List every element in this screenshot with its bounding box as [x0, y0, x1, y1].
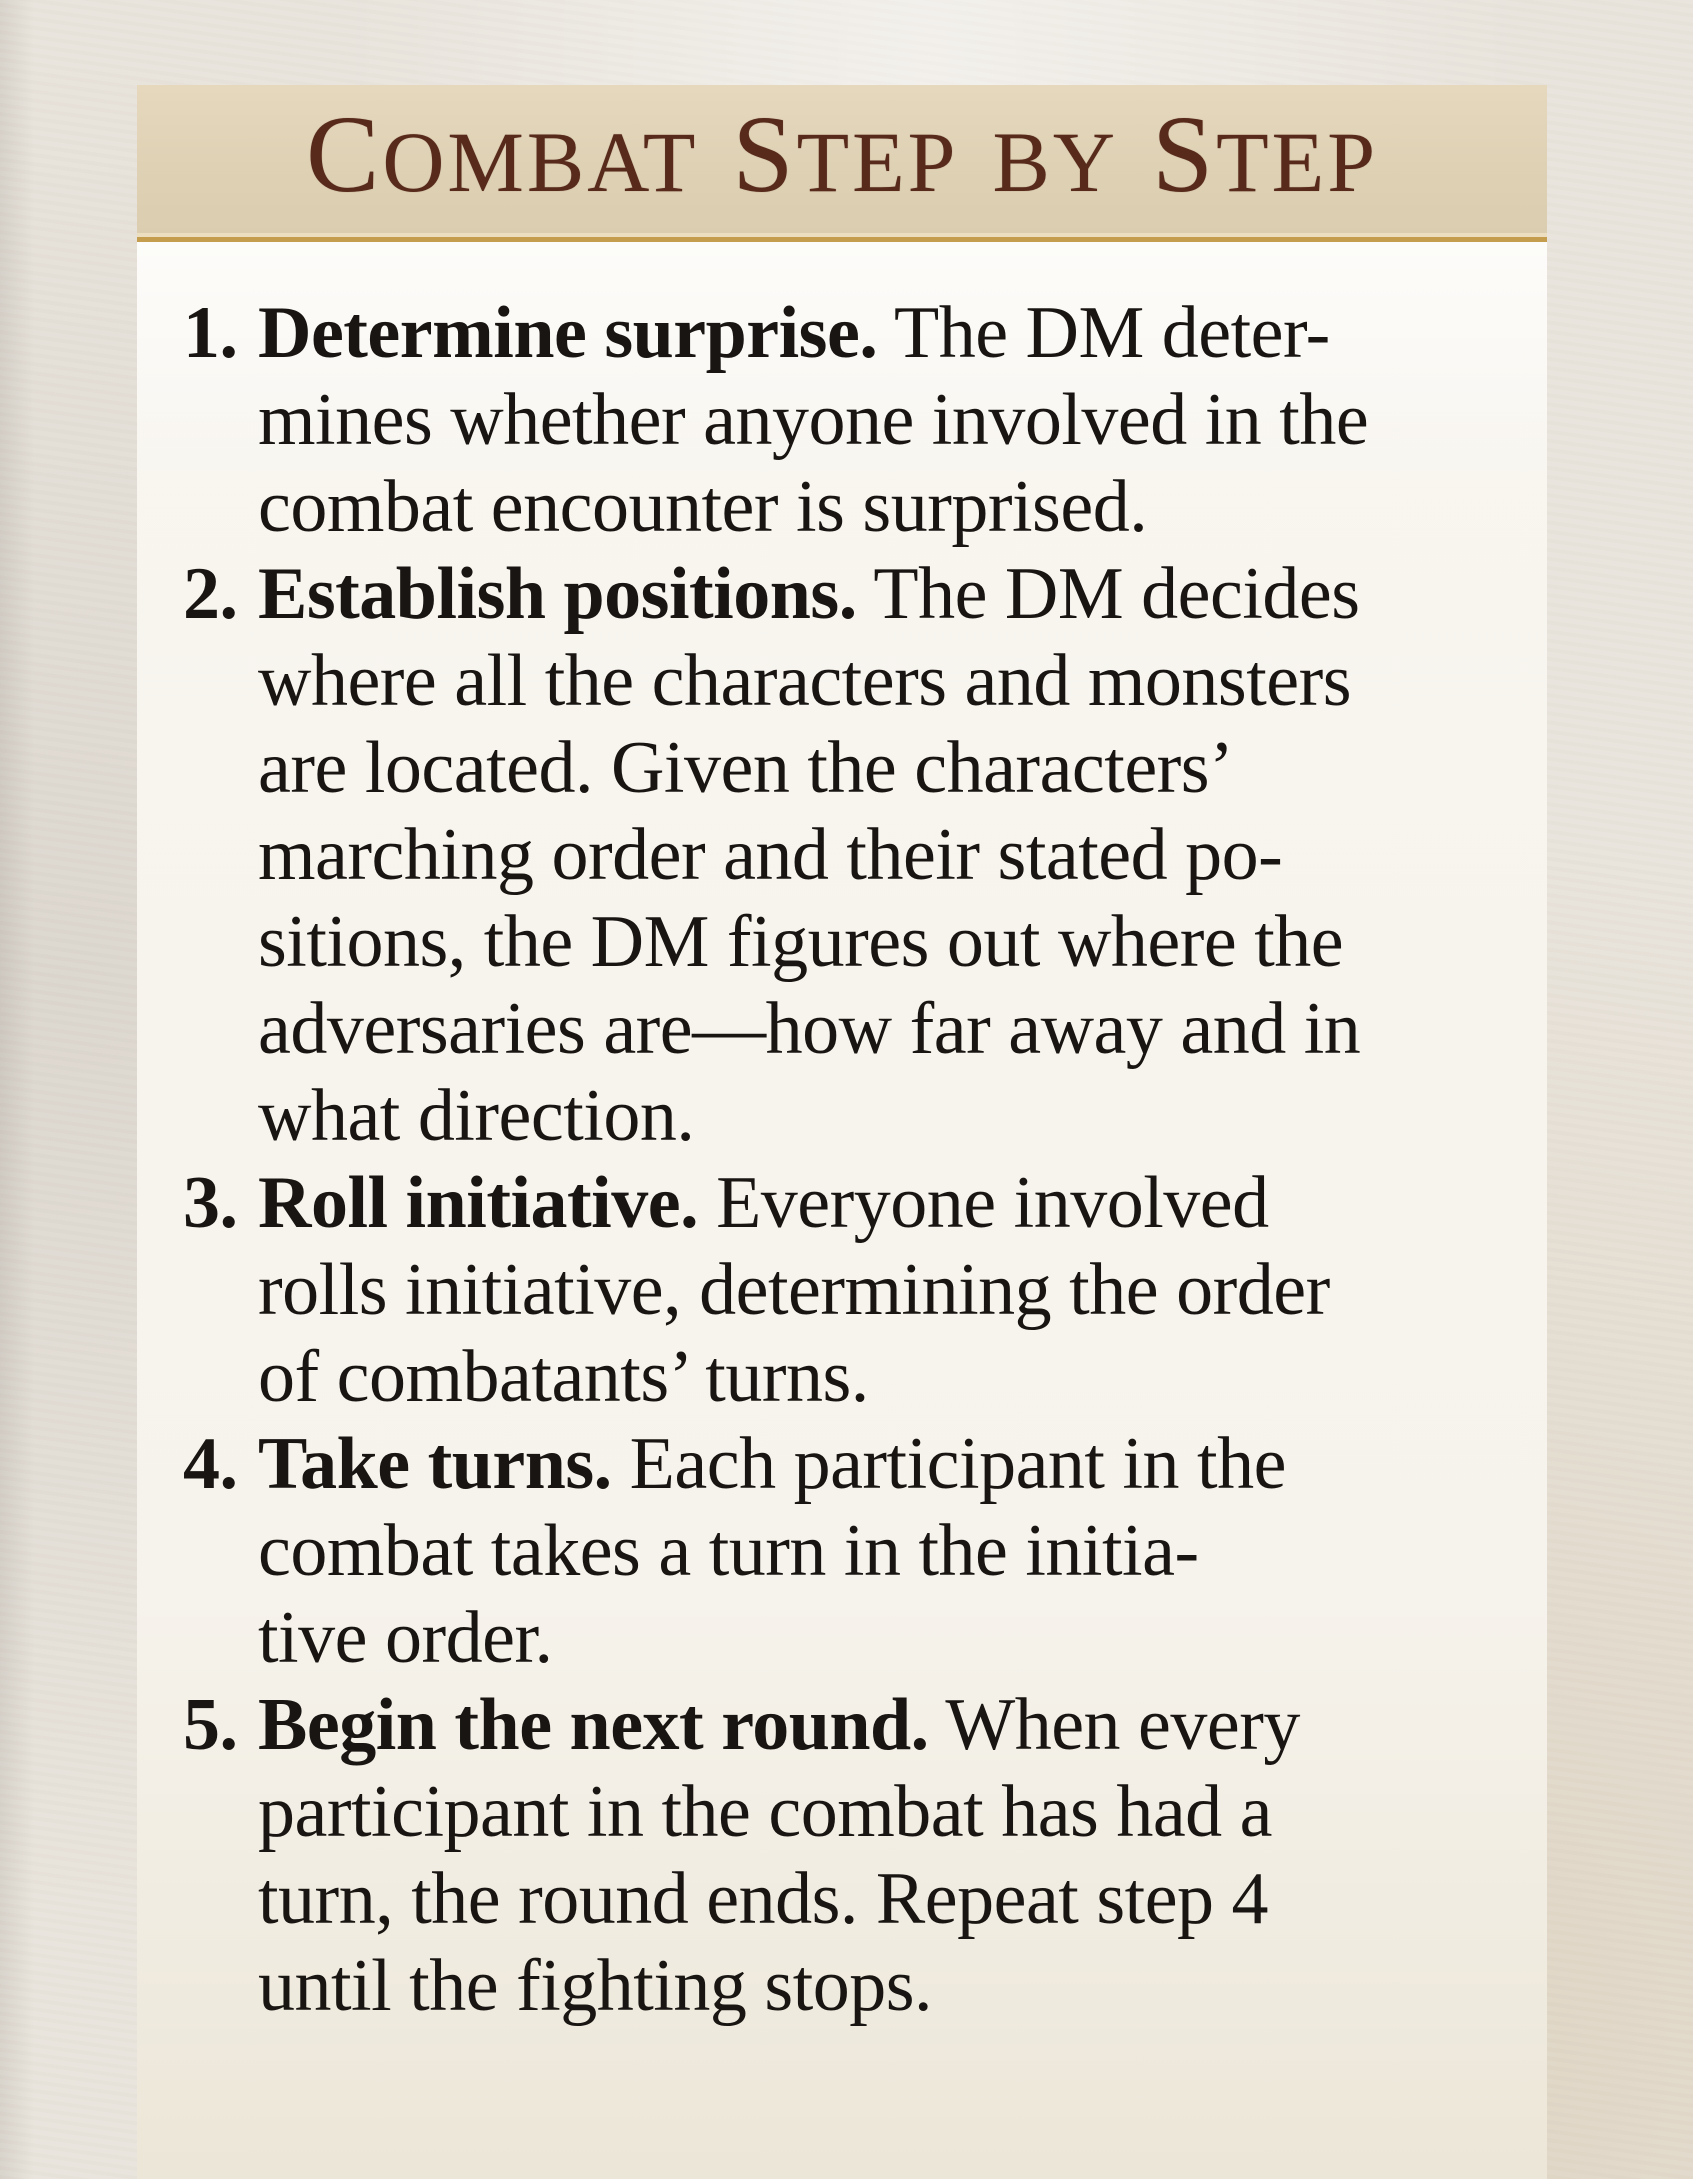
- step-line: [258, 1595, 1547, 1682]
- title-smallcaps: TEP: [1216, 114, 1379, 210]
- step-lead-bold: Roll initiative.: [258, 1162, 699, 1244]
- title-initial: C: [305, 93, 383, 215]
- step-line-text: Everyone involved: [698, 1162, 1269, 1244]
- step-line: [258, 1769, 1547, 1856]
- step-line: [258, 899, 1547, 986]
- step-line: [258, 1073, 1547, 1160]
- title-word-by: [992, 99, 1117, 209]
- step-line-text: Each participant in the: [611, 1423, 1286, 1505]
- step-line-text: adversaries are—how far away and in: [258, 988, 1361, 1070]
- step-lines: [258, 1421, 1547, 1682]
- step-line: [258, 1247, 1547, 1334]
- step-line-text: The DM deter-: [877, 292, 1330, 374]
- step-lines: [258, 1160, 1547, 1421]
- step-line: [258, 812, 1547, 899]
- step-line-text: combat encounter is surprised.: [258, 466, 1148, 548]
- step-line: [258, 377, 1547, 464]
- panel-title: [296, 93, 1388, 219]
- title-smallcaps: TEP: [796, 114, 959, 210]
- title-initial: S: [1151, 93, 1217, 215]
- step-line-text: where all the characters and monsters: [258, 640, 1352, 722]
- step-number: 5.: [183, 1684, 238, 1766]
- step-lead-bold: Begin the next round.: [258, 1684, 929, 1766]
- panel-header: [137, 85, 1547, 233]
- step-line-text: The DM decides: [856, 553, 1360, 635]
- step-item-3: [137, 1160, 1547, 1421]
- step-line-text: marching order and their stated po-: [258, 814, 1283, 896]
- step-line: [258, 290, 1547, 377]
- title-smallcaps: OMBAT: [382, 114, 699, 210]
- title-initial: S: [732, 93, 797, 215]
- step-line: [258, 1334, 1547, 1421]
- step-line-text: mines whether anyone involved in the: [258, 379, 1369, 461]
- step-line-text: tive order.: [258, 1597, 553, 1679]
- step-number: 1.: [183, 292, 238, 374]
- step-number: 2.: [183, 553, 238, 635]
- step-line: [258, 464, 1547, 551]
- step-line: [258, 1943, 1547, 2030]
- step-line: [258, 1160, 1547, 1247]
- title-word-combat: [305, 93, 699, 215]
- step-item-1: [137, 290, 1547, 551]
- combat-steps-sidebar-panel: [137, 85, 1547, 2179]
- steps-list: [137, 242, 1547, 2179]
- title-word-step1: [732, 93, 959, 215]
- step-line-text: are located. Given the characters’: [258, 727, 1234, 809]
- step-lead-bold: Establish positions.: [258, 553, 857, 635]
- step-line-text: of combatants’ turns.: [258, 1336, 869, 1418]
- step-line: [258, 1508, 1547, 1595]
- step-number: 4.: [183, 1423, 238, 1505]
- step-line: [258, 1856, 1547, 1943]
- step-item-4: [137, 1421, 1547, 1682]
- step-lines: [258, 551, 1547, 1160]
- step-item-5: [137, 1682, 1547, 2030]
- step-line: [258, 1682, 1547, 1769]
- step-line-text: rolls initiative, determining the order: [258, 1249, 1330, 1331]
- step-line: [258, 1421, 1547, 1508]
- step-line: [258, 551, 1547, 638]
- step-line: [258, 725, 1547, 812]
- step-line: [258, 986, 1547, 1073]
- step-lines: [258, 1682, 1547, 2030]
- step-lead-bold: Determine surprise.: [258, 292, 878, 374]
- step-line-text: until the fighting stops.: [258, 1945, 933, 2027]
- step-line-text: sitions, the DM figures out where the: [258, 901, 1344, 983]
- gold-rule-divider: [137, 233, 1547, 242]
- step-line-text: combat takes a turn in the initia-: [258, 1510, 1199, 1592]
- step-lines: [258, 290, 1547, 551]
- step-number: 3.: [183, 1162, 238, 1244]
- step-line: [258, 638, 1547, 725]
- step-line-text: When every: [928, 1684, 1300, 1766]
- step-item-2: [137, 551, 1547, 1160]
- title-word-step2: [1151, 93, 1379, 215]
- step-lead-bold: Take turns.: [258, 1423, 612, 1505]
- step-line-text: what direction.: [258, 1075, 695, 1157]
- step-line-text: turn, the round ends. Repeat step 4: [258, 1858, 1269, 1940]
- step-line-text: participant in the combat has had a: [258, 1771, 1273, 1853]
- title-smallcaps: BY: [992, 114, 1118, 210]
